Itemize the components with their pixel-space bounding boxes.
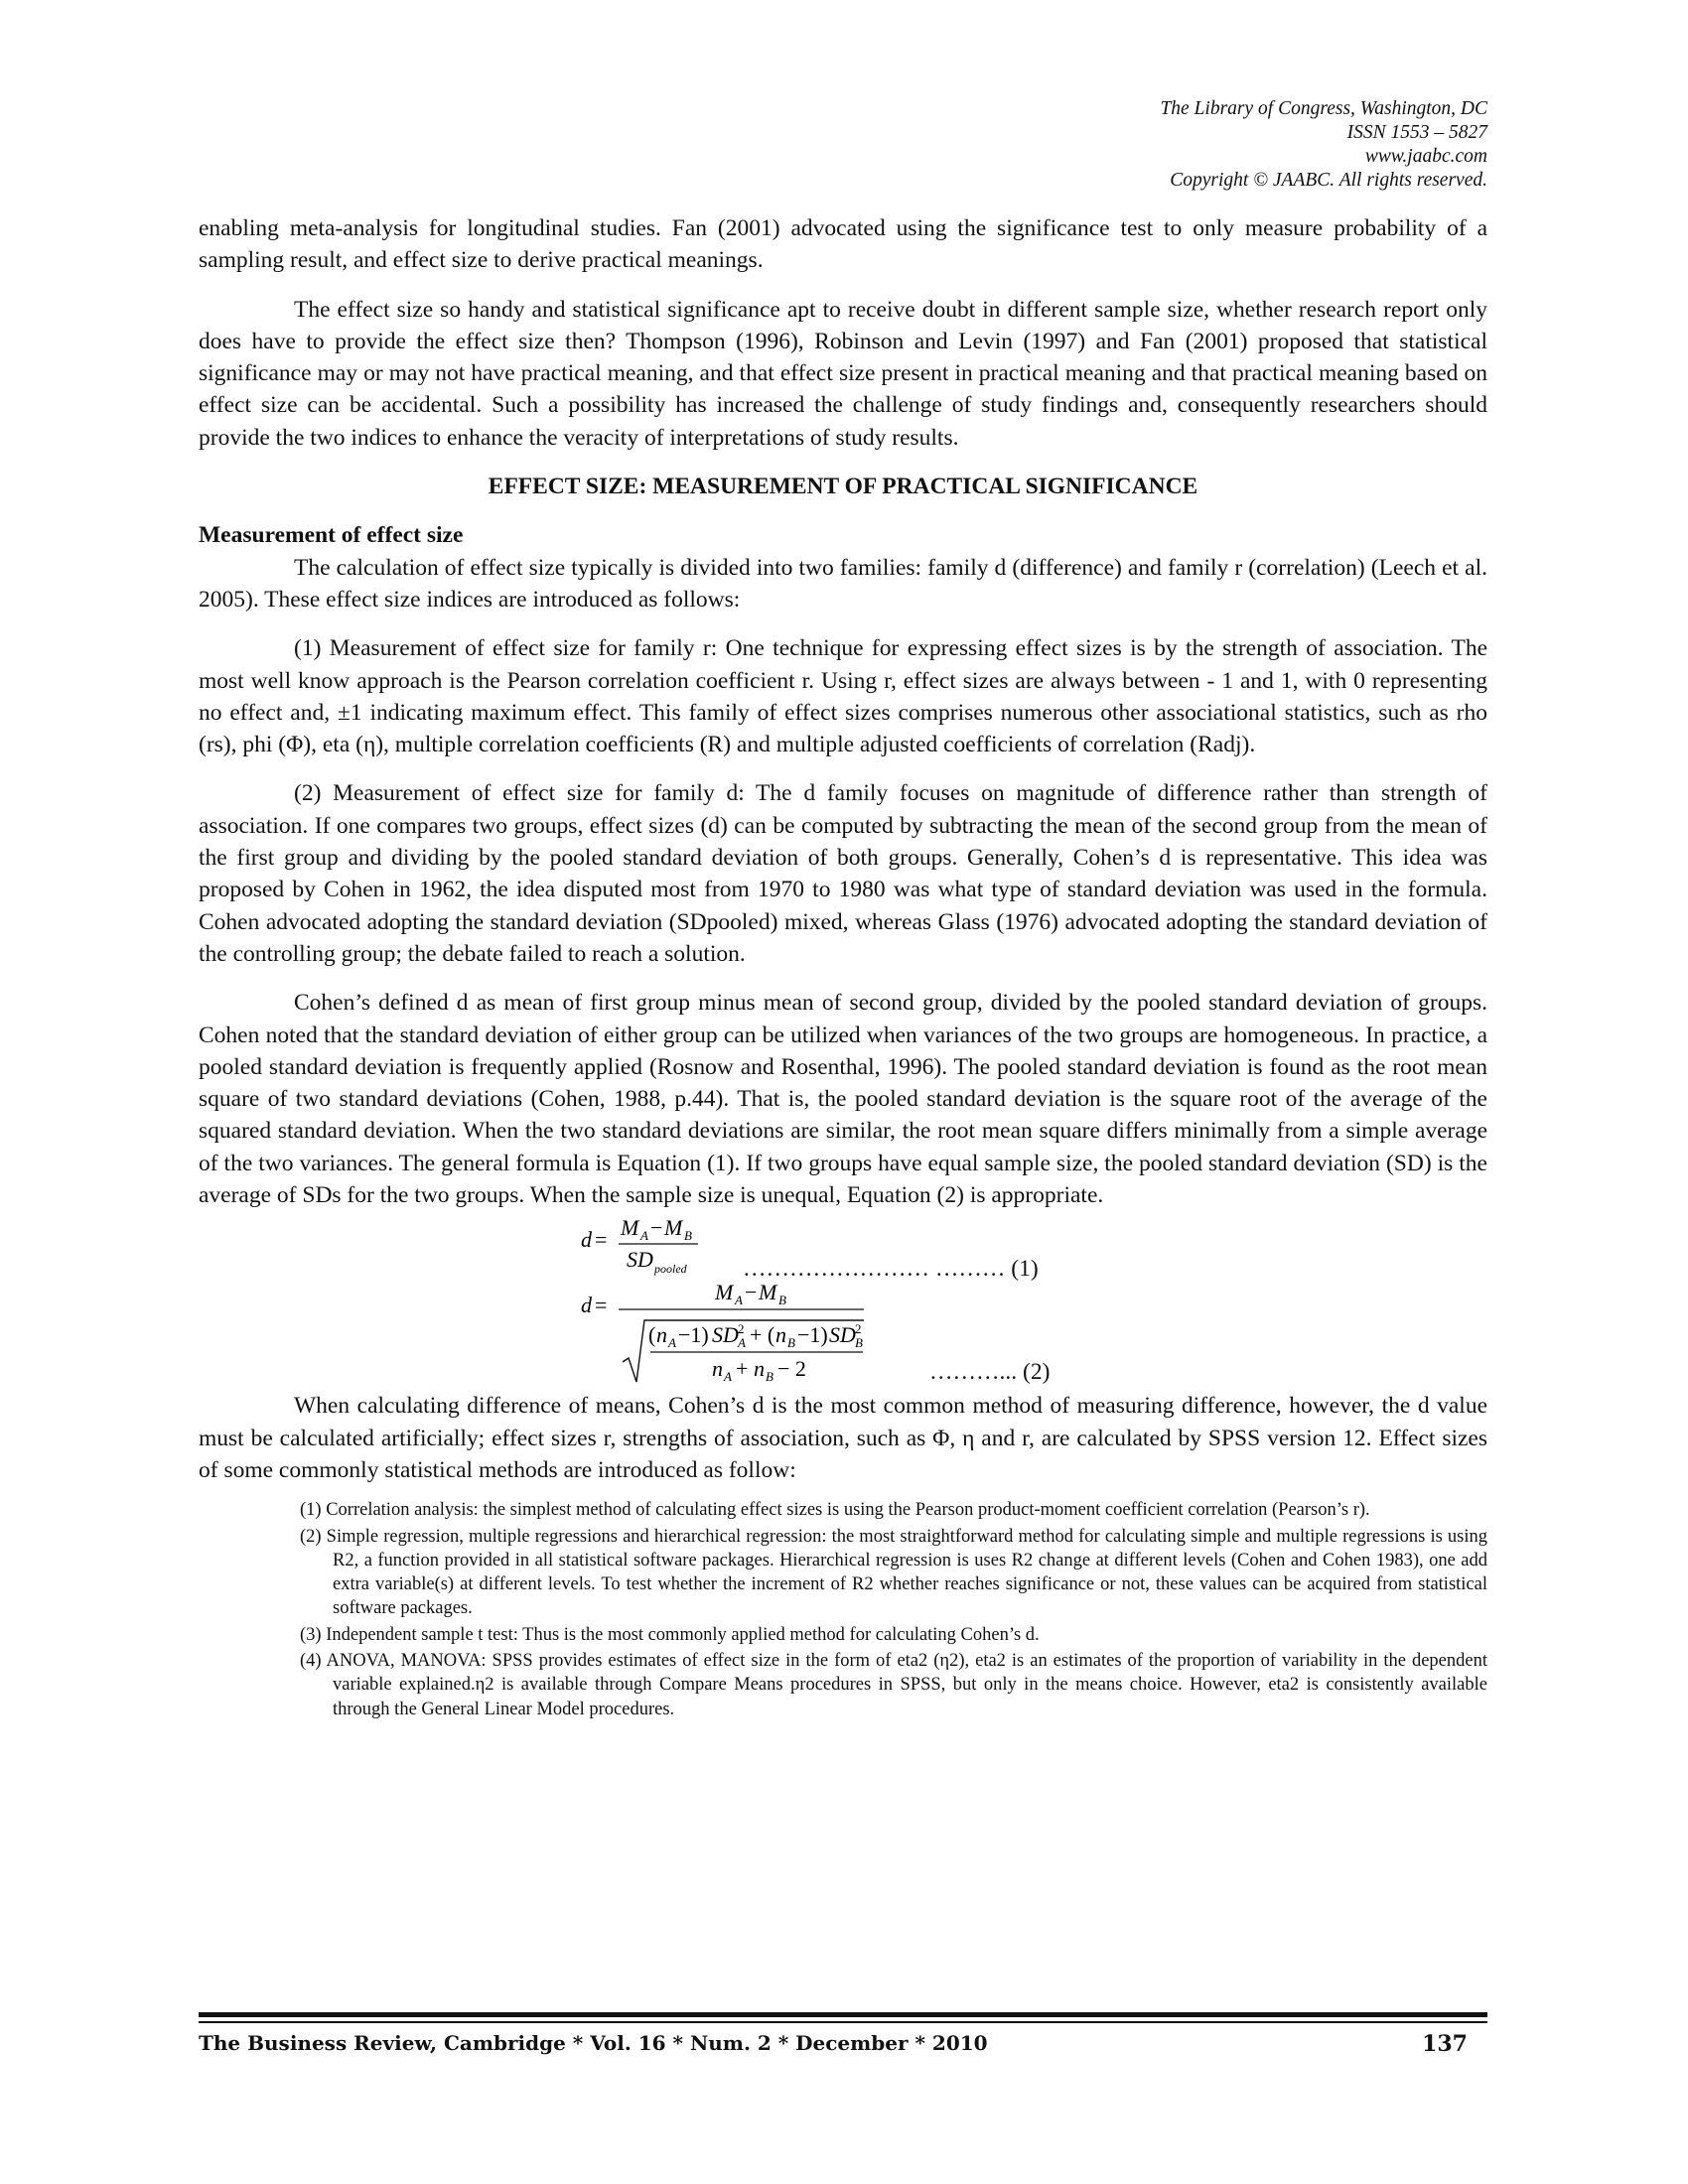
svg-text:d: d [581,1227,592,1253]
svg-text:2: 2 [738,1321,745,1337]
header-line-issn: ISSN 1553 – 5827 [1346,122,1487,143]
svg-text:2: 2 [855,1321,862,1337]
list-item-correlation: (1) Correlation analysis: the simplest method of calculating effect sizes is using the Pearson product-moment coefficient correlation (Pearson’s r). [300,1500,1370,1521]
paragraph-cohens-d-spss: When calculating difference of means, Cohen’s d is the most common method of measuring difference, however, the d value must be calculated artificially; effect sizes r, strengths of association, such as Φ, η and r, are calculated by SPSS version 12. Effect sizes of some commonly statistical methods are introduced as follow: [199,1393,1487,1483]
list-item-regression: (2) Simple regression, multiple regressions and hierarchical regression: the most straightforward method for calculating simple and multiple regressions is using R2, a function provided in all statistical software packages. Hierarchical regression is uses R2 change at different levels (Cohen and Cohen 1983), one add extra variable(s) at different levels. To test whether the increment of R2 whether reaches significance or not, these values can be acquired from statistical software packages. [300,1526,1487,1619]
svg-text:n: n [656,1322,667,1348]
equation-1 [581,1213,760,1279]
equations-block [199,1211,1487,1390]
equation-2 [581,1279,869,1390]
svg-text:M: M [621,1215,639,1241]
svg-text:B: B [766,1369,774,1385]
svg-text:=: = [595,1227,608,1253]
paragraph-family-r: (1) Measurement of effect size for family r: One technique for expressing effect sizes is by the strength of association. The most well know approach is the Pearson correlation coefficient r. Using r, effect sizes are always between - 1 and 1, with 0 representing no effect and, ±1 indicating maximum effect. This family of effect sizes comprises numerous other associational statistics, such as rho (rs), phi (Φ), eta (η), multiple correlation coefficients (R) and multiple adjusted coefficients of correlation (Radj). [199,635,1487,758]
svg-text:A: A [738,1335,746,1351]
header-line-website: www.jaabc.com [1364,146,1487,167]
journal-header [1160,97,1487,193]
paragraph-family-d: (2) Measurement of effect size for family d: The d family focuses on magnitude of difference rather than strength of association. If one compares two groups, effect sizes (d) can be computed by subtracting the mean of the second group from the mean of the first group and dividing by the pooled standard deviation of both groups. Generally, Cohen’s d is representative. This idea was proposed by Cohen in 1962, the idea disputed most from 1970 to 1980 was what type of standard deviation was used in the formula. Cohen advocated adopting the standard deviation (SDpooled) mixed, whereas Glass (1976) advocated adopting the standard deviation of the controlling group; the debate failed to reach a solution. [199,780,1487,967]
svg-text:+ (: + ( [750,1322,775,1348]
journal-footer [199,2031,1487,2055]
equation-2-label: ………... (2) [929,1359,1051,1386]
svg-text:−: − [745,1280,758,1305]
methods-list [199,1498,1487,1721]
svg-text:pooled: pooled [654,1262,687,1277]
svg-text:A: A [640,1228,648,1244]
svg-text:M: M [759,1280,777,1305]
footer-journal-info: The Business Review, Cambridge * Vol. 16 * Num. 2 * December * 2010 [199,2031,988,2055]
svg-text:B: B [684,1228,692,1244]
svg-text:− 2: − 2 [777,1356,806,1382]
svg-text:n: n [712,1356,723,1382]
equation-1-label: …………………… ……… (1) [743,1256,1039,1283]
svg-text:M: M [715,1280,734,1305]
page-number: 137 [1422,2031,1468,2057]
svg-text:n: n [775,1322,786,1348]
svg-text:d: d [581,1293,592,1318]
svg-text:(: ( [648,1322,656,1348]
footer-rule-thick [199,2012,1487,2017]
svg-text:B: B [855,1335,863,1351]
svg-text:A: A [724,1369,732,1385]
svg-text:n: n [754,1356,765,1382]
svg-text:−1): −1) [797,1322,828,1348]
paragraph-families: The calculation of effect size typically is divided into two families: family d (difference) and family r (correlation) (Leech et al. 2005). These effect size indices are introduced as follows: [199,554,1487,613]
svg-text:SD: SD [712,1322,739,1348]
svg-text:SD: SD [829,1322,856,1348]
footer-rule-thin [199,2021,1487,2023]
svg-text:M: M [664,1215,683,1241]
list-item-anova: (4) ANOVA, MANOVA: SPSS provides estimates of effect size in the form of eta2 (η2), eta2 is an estimates of the proportion of variability in the dependent variable explained.η2 is available through Compare Means procedures in SPSS, but only in the means choice. However, eta2 is consistently available through the General Linear Model procedures. [300,1650,1487,1719]
header-line-library: The Library of Congress, Washington, DC [1160,98,1487,119]
subsection-heading: Measurement of effect size [199,522,464,549]
section-heading: EFFECT SIZE: MEASUREMENT OF PRACTICAL SIGNIFICANCE [488,474,1198,500]
svg-text:A: A [735,1293,743,1308]
svg-text:−: − [650,1215,663,1241]
svg-text:A: A [668,1335,676,1351]
svg-text:+: + [736,1356,749,1382]
svg-text:SD: SD [627,1247,653,1273]
article-body [199,212,1487,1723]
svg-text:=: = [595,1293,608,1318]
svg-text:B: B [787,1335,795,1351]
paragraph-cohen-d: Cohen’s defined d as mean of first group minus mean of second group, divided by the pooled standard deviation of groups. Cohen noted that the standard deviation of either group can be utilized when variances of the two groups are homogeneous. In practice, a pooled standard deviation is frequently applied (Rosnow and Rosenthal, 1996). The pooled standard deviation is found as the root mean square of two standard deviations (Cohen, 1988, p.44). That is, the pooled standard deviation is the square root of the average of the squared standard deviation. When the two standard deviations are similar, the root mean square differs minimally from a simple average of the two variances. The general formula is Equation (1). If two groups have equal sample size, the pooled standard deviation (SD) is the average of SDs for the two groups. When the sample size is unequal, Equation (2) is appropriate. [199,990,1487,1209]
paragraph-continued: enabling meta-analysis for longitudinal studies. Fan (2001) advocated using the significance test to only measure probability of a sampling result, and effect size to derive practical meanings. [199,215,1487,274]
svg-text:B: B [778,1293,786,1308]
svg-text:−1): −1) [678,1322,709,1348]
list-item-t-test: (3) Independent sample t test: Thus is the most commonly applied method for calculating Cohen’s d. [300,1624,1040,1645]
paragraph-effect-size-doubt: The effect size so handy and statistical significance apt to receive doubt in different sample size, whether research report only does have to provide the effect size then? Thompson (1996), Robinson and Levin (1997) and Fan (2001) proposed that statistical significance may or may not have practical meaning, and that effect size present in practical meaning and that practical meaning based on effect size can be accidental. Such a possibility has increased the challenge of study findings and, consequently researchers should provide the two indices to enhance the veracity of interpretations of study results. [199,296,1487,451]
header-line-copyright: Copyright © JAABC. All rights reserved. [1170,170,1487,191]
